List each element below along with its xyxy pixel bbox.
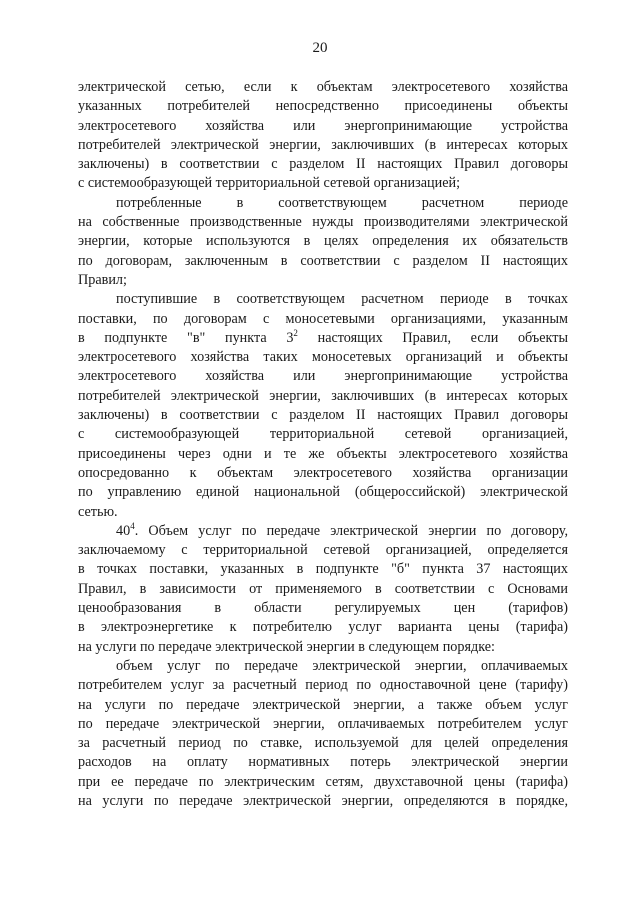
- text-line: присоединены через одни и те же объекты электросетевого хозяйства: [78, 445, 568, 462]
- text-line: ценообразования в области регулируемых цен (тарифов): [78, 600, 568, 617]
- text-line: с системообразующей территориальной сетевой организацией;: [78, 175, 461, 192]
- text-line: Правил;: [78, 271, 127, 288]
- text-line: потребителей электрической энергии, заключивших (в интересах которых: [78, 136, 568, 153]
- text-line: сетью.: [78, 503, 118, 520]
- paragraph-volume: [78, 657, 568, 811]
- document-body: [78, 78, 568, 811]
- text-line: заключены) в соответствии с разделом II настоящих Правил договоры: [78, 407, 568, 424]
- text-line-with-superscript: [78, 329, 568, 348]
- text-line: объем услуг по передаче электрической энергии, оплачиваемых: [116, 657, 568, 674]
- text-line: электросетевого хозяйства или энергопринимающие устройства: [78, 368, 568, 385]
- text-line: при ее передаче по электрическим сетям, двухставочной цены (тарифа): [78, 773, 568, 790]
- paragraph-clause-40-4: [78, 522, 568, 657]
- text-line: на собственные производственные нужды производителями электрической: [78, 214, 568, 231]
- text-line: электросетевого хозяйства таких моносетевых организаций и объекты: [78, 349, 568, 366]
- text-line: на услуги по передаче электрической энергии, определяются в порядке,: [78, 792, 568, 809]
- text-line: по договорам, заключенным в соответствии с разделом II настоящих: [78, 252, 568, 269]
- text-line: заключены) в соответствии с разделом II настоящих Правил договоры: [78, 156, 568, 173]
- text-fragment: . Объем услуг по передаче электрической энергии по договору,: [134, 522, 568, 539]
- text-line: потребителей электрической энергии, заключивших (в интересах которых: [78, 387, 568, 404]
- text-line: по передаче электрической энергии, оплачиваемых потребителем услуг: [78, 715, 568, 732]
- superscript: 2: [293, 327, 298, 338]
- text-fragment: настоящих Правил, если объекты: [297, 329, 568, 346]
- text-line: энергии, которые используются в целях определения их обязательств: [78, 233, 568, 250]
- text-line: в электроэнергетике к потребителю услуг варианта цены (тарифа): [78, 619, 568, 636]
- superscript: 4: [130, 520, 135, 531]
- text-line: электросетевого хозяйства или энергопринимающие устройства: [78, 117, 568, 134]
- text-line: указанных потребителей непосредственно присоединены объекты: [78, 98, 568, 115]
- text-line: с системообразующей территориальной сетевой организацией,: [78, 426, 568, 443]
- page-number: 20: [312, 40, 328, 56]
- text-line: расходов на оплату нормативных потерь электрической энергии: [78, 754, 568, 771]
- text-line: по управлению единой национальной (общероссийской) электрической: [78, 484, 568, 501]
- text-line: опосредованно к объектам электросетевого хозяйства организации: [78, 464, 568, 481]
- text-line: в точках поставки, указанных в подпункте "б" пункта 37 настоящих: [78, 561, 568, 578]
- text-line: поставки, по договорам с моносетевыми организациями, указанным: [78, 310, 568, 327]
- text-line: потребленные в соответствующем расчетном периоде: [116, 194, 568, 211]
- clause-number: 40: [116, 522, 131, 539]
- paragraph-consumed: [78, 194, 568, 290]
- text-line: потребителем услуг за расчетный период по одноставочной цене (тарифу): [78, 677, 568, 694]
- text-line: Правил, в зависимости от применяемого в соответствии с Основами: [78, 580, 568, 597]
- paragraph-continuation: [78, 78, 568, 194]
- text-line: на услуги по передаче электрической энергии, а также объем услуг: [78, 696, 568, 713]
- text-line: за расчетный период по ставке, используемой для целей определения: [78, 735, 568, 752]
- text-line: поступившие в соответствующем расчетном периоде в точках: [116, 291, 568, 308]
- text-line: на услуги по передаче электрической энергии в следующем порядке:: [78, 638, 495, 655]
- paragraph-received: [78, 290, 568, 522]
- text-line: заключаемому с территориальной сетевой организацией, определяется: [78, 542, 568, 559]
- text-line: электрической сетью, если к объектам электросетевого хозяйства: [78, 79, 568, 95]
- text-fragment: в подпункте "в" пункта 3: [78, 329, 294, 346]
- text-line-with-superscript: [78, 522, 568, 541]
